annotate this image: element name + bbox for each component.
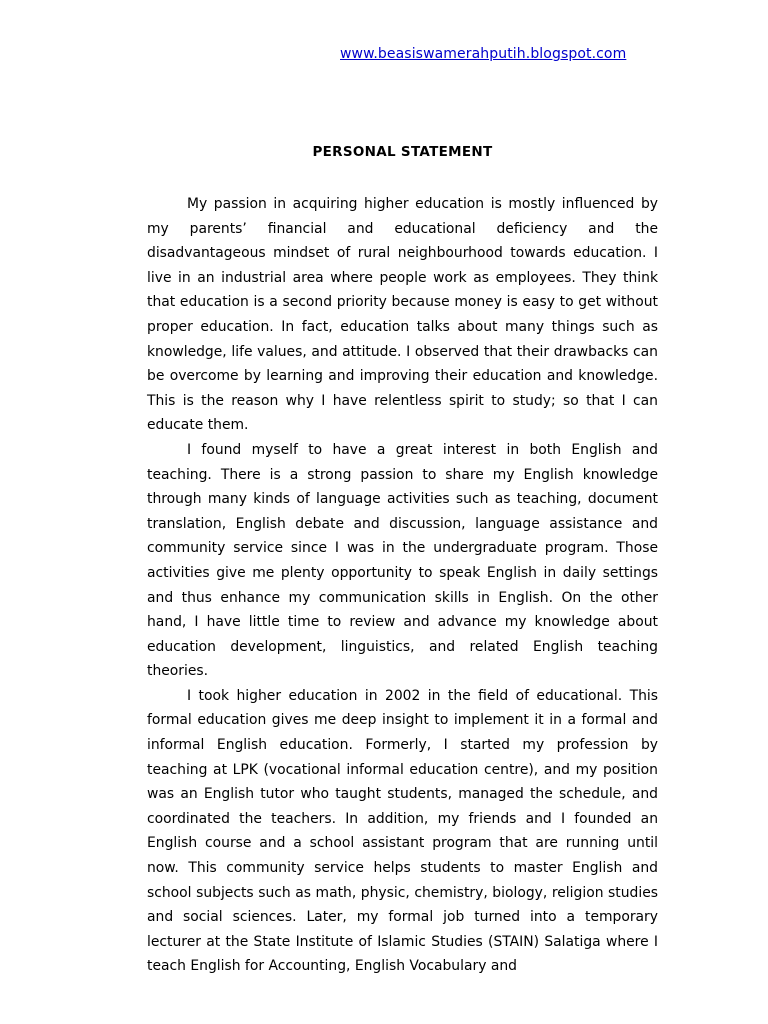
document-body: [147, 192, 658, 979]
paragraph: I took higher education in 2002 in the field of educational. This formal education gives me deep insight to implement it in a formal and informal English education. Formerly, I started my profession by teaching at LPK (vocational informal education centre), and my position was an English tutor who taught students, managed the schedule, and coordinated the teachers. In addition, my friends and I founded an English course and a school assistant program that are running until now. This community service helps students to master English and school subjects such as math, physic, chemistry, biology, religion studies and social sciences. Later, my formal job turned into a temporary lecturer at the State Institute of Islamic Studies (STAIN) Salatiga where I teach English for Accounting, English Vocabulary and: [147, 687, 658, 975]
blog-link[interactable]: www.beasiswamerahputih.blogspot.com: [340, 46, 627, 62]
page-title: PERSONAL STATEMENT: [312, 144, 493, 160]
paragraph: My passion in acquiring higher education is mostly influenced by my parents’ financial and educational deficiency and the disadvantageous mindset of rural neighbourhood towards education. I live in an industrial area where people work as employees. They think that education is a second priority because money is easy to get without proper education. In fact, education talks about many things such as knowledge, life values, and attitude. I observed that their drawbacks can be overcome by learning and improving their education and knowledge. This is the reason why I have relentless spirit to study; so that I can educate them.: [147, 196, 658, 434]
paragraph: I found myself to have a great interest in both English and teaching. There is a strong passion to share my English knowledge through many kinds of language activities such as teaching, document translation, English debate and discussion, language assistance and community service since I was in the undergraduate program. Those activities give me plenty opportunity to speak English in daily settings and thus enhance my communication skills in English. On the other hand, I have little time to review and advance my knowledge about education development, linguistics, and related English teaching theories.: [147, 441, 658, 680]
